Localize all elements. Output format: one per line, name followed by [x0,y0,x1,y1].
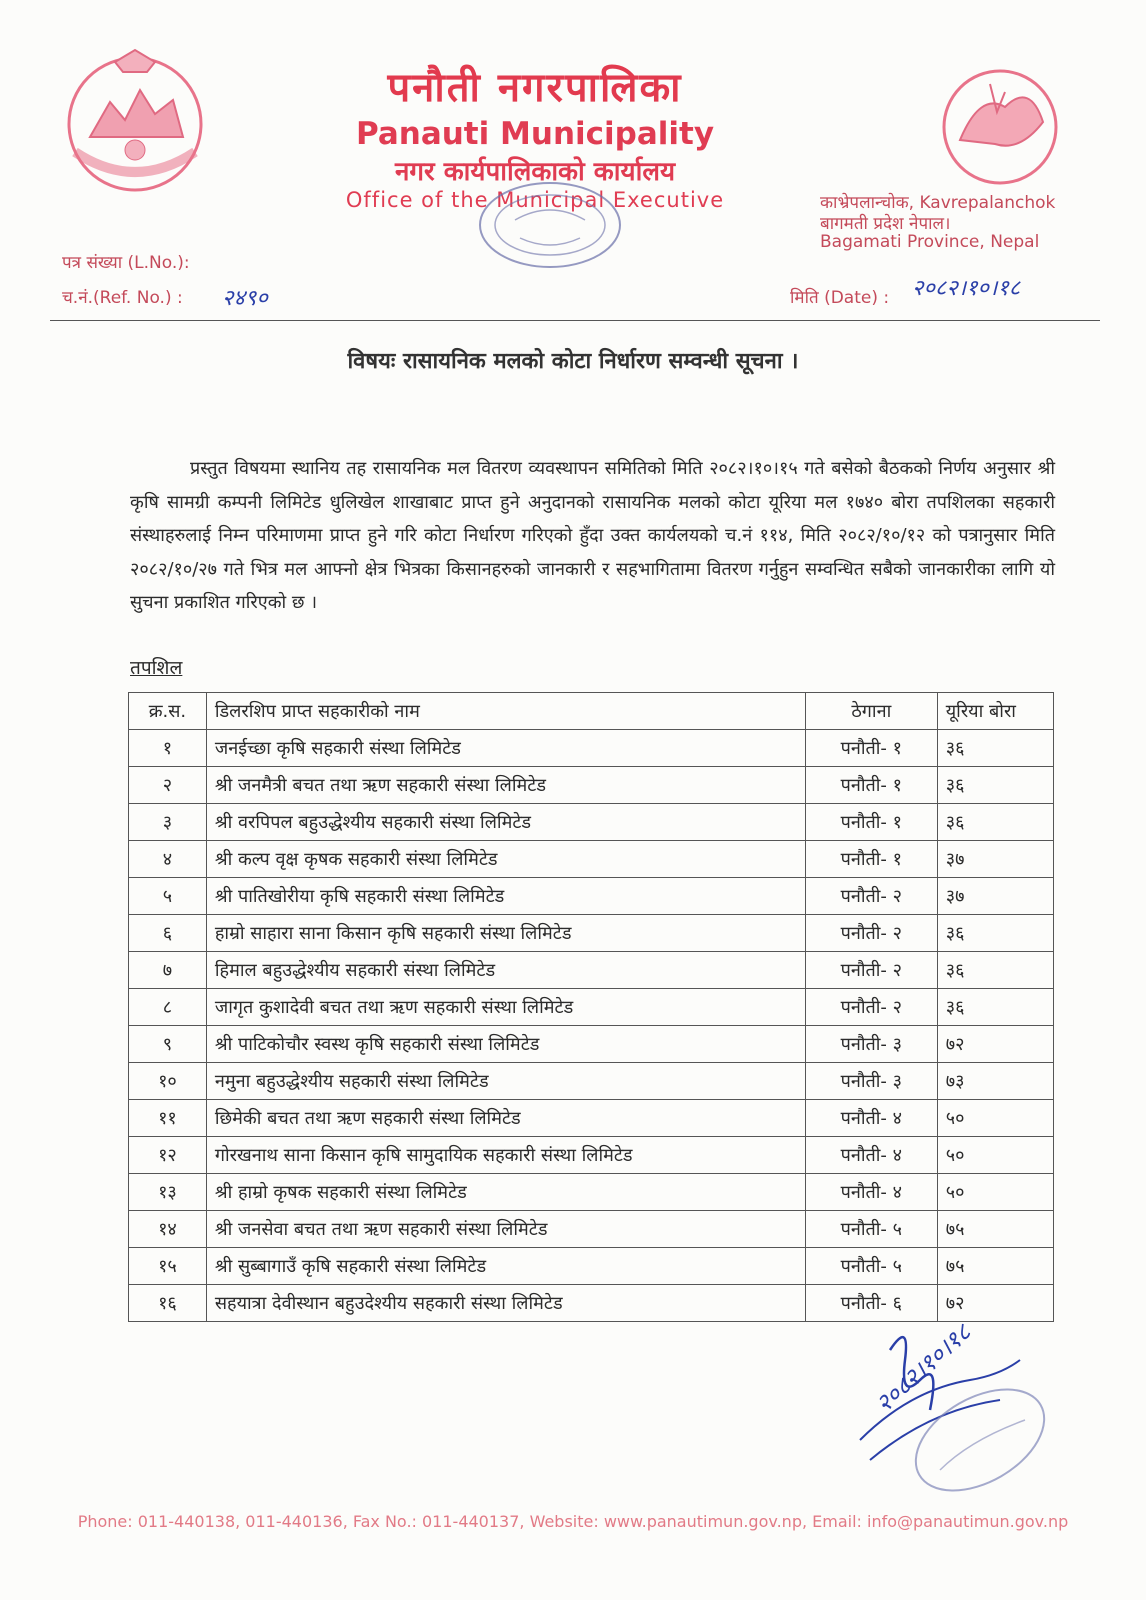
cell-cooperative-name: जनईच्छा कृषि सहकारी संस्था लिमिटेड [206,730,805,767]
address-line-2: बागमती प्रदेश नेपाल। [820,214,951,234]
cell-serial: ५ [129,878,207,915]
cell-urea-bags: ३७ [937,841,1053,878]
cell-urea-bags: ३६ [937,730,1053,767]
cell-address: पनौती- २ [805,989,937,1026]
cell-serial: १ [129,730,207,767]
cell-cooperative-name: श्री पाटिकोचौर स्वस्थ कृषि सहकारी संस्था लिमिटेड [206,1026,805,1063]
table-row [129,841,1054,878]
cell-cooperative-name: हाम्रो साहारा साना किसान कृषि सहकारी संस्था लिमिटेड [206,915,805,952]
office-stamp-icon [475,180,625,275]
signature-date: २०८२।१०।१८ [870,1318,977,1419]
cell-urea-bags: ३६ [937,952,1053,989]
cell-address: पनौती- ४ [805,1174,937,1211]
cell-serial: १४ [129,1211,207,1248]
cell-cooperative-name: श्री कल्प वृक्ष कृषक सहकारी संस्था लिमिटेड [206,841,805,878]
cell-address: पनौती- १ [805,730,937,767]
cell-urea-bags: ७२ [937,1026,1053,1063]
cell-address: पनौती- १ [805,841,937,878]
cell-cooperative-name: श्री हाम्रो कृषक सहकारी संस्था लिमिटेड [206,1174,805,1211]
cell-serial: १० [129,1063,207,1100]
cell-serial: १३ [129,1174,207,1211]
table-row [129,1174,1054,1211]
municipality-logo-icon [935,62,1065,192]
table-row [129,952,1054,989]
cell-address: पनौती- १ [805,804,937,841]
office-title-nepali: नगर कार्यपालिकाको कार्यालय [394,157,676,187]
cell-address: पनौती- २ [805,952,937,989]
office-title-english: Office of the Municipal Executive [345,188,725,212]
cell-address: पनौती- २ [805,915,937,952]
cell-urea-bags: ५० [937,1137,1053,1174]
cell-urea-bags: ३६ [937,767,1053,804]
address-line-1: काभ्रेपलान्चोक, Kavrepalanchok [820,193,1056,213]
cell-serial: ७ [129,952,207,989]
cell-serial: १६ [129,1285,207,1322]
cell-urea-bags: ३६ [937,989,1053,1026]
table-row [129,1100,1054,1137]
cell-cooperative-name: गोरखनाथ साना किसान कृषि सामुदायिक सहकारी संस्था लिमिटेड [206,1137,805,1174]
table-row [129,1285,1054,1322]
table-row [129,989,1054,1026]
cell-address: पनौती- ५ [805,1211,937,1248]
ref-no-label: च.नं.(Ref. No.) : [62,288,183,308]
table-row [129,730,1054,767]
cell-cooperative-name: श्री पातिखोरीया कृषि सहकारी संस्था लिमिटेड [206,878,805,915]
contact-footer: Phone: 011-440138, 011-440136, Fax No.: 011-440137, Website: www.panautimun.gov.np, Email: info@panautimun.gov.np [77,1512,1069,1531]
cell-address: पनौती- ६ [805,1285,937,1322]
cell-serial: १२ [129,1137,207,1174]
table-row [129,1211,1054,1248]
cell-cooperative-name: नमुना बहुउद्धेश्यीय सहकारी संस्था लिमिटेड [206,1063,805,1100]
cell-address: पनौती- ५ [805,1248,937,1285]
cell-serial: ८ [129,989,207,1026]
cell-urea-bags: ७३ [937,1063,1053,1100]
cell-serial: २ [129,767,207,804]
cell-serial: ६ [129,915,207,952]
cell-address: पनौती- १ [805,767,937,804]
cell-address: पनौती- ३ [805,1026,937,1063]
cell-serial: ४ [129,841,207,878]
cell-urea-bags: ७५ [937,1248,1053,1285]
cell-serial: ३ [129,804,207,841]
cell-cooperative-name: श्री सुब्बागाउँ कृषि सहकारी संस्था लिमिटेड [206,1248,805,1285]
table-row [129,878,1054,915]
municipality-title-english: Panauti Municipality [355,116,715,152]
cell-cooperative-name: हिमाल बहुउद्धेश्यीय सहकारी संस्था लिमिटेड [206,952,805,989]
annex-heading: तपशिल [130,657,183,679]
allocation-table [128,692,1054,1322]
cell-urea-bags: ३७ [937,878,1053,915]
table-row [129,767,1054,804]
table-row [129,1248,1054,1285]
cell-urea-bags: ५० [937,1100,1053,1137]
municipality-emblem-icon [55,42,215,202]
cell-serial: ११ [129,1100,207,1137]
cell-address: पनौती- ४ [805,1137,937,1174]
header-serial: क्र.स. [129,693,207,730]
cell-cooperative-name: श्री जनमैत्री बचत तथा ऋण सहकारी संस्था लिमिटेड [206,767,805,804]
cell-cooperative-name: छिमेकी बचत तथा ऋण सहकारी संस्था लिमिटेड [206,1100,805,1137]
municipality-title-nepali: पनौती नगरपालिका [387,65,683,111]
cell-urea-bags: ३६ [937,915,1053,952]
cell-urea-bags: ५० [937,1174,1053,1211]
notice-body: प्रस्तुत विषयमा स्थानिय तह रासायनिक मल वितरण व्यवस्थापन समितिको मिति २०८२।१०।१५ गते बसेको बैठकको निर्णय अनुसार श्री कृषि सामग्री कम्पनी लिमिटेड धुलिखेल शाखाबाट प्राप्त हुने अनुदानको रासायनिक मलको कोटा यूरिया मल १७४० बोरा तपशिलका सहकारी संस्थाहरुलाई निम्न परिमाणमा प्राप्त हुने गरि कोटा निर्धारण गरिएको हुँदा उक्त कार्यलयको च.नं ११४, मिति २०८२/१०/१२ को पत्रानुसार मिति २०८२/१०/२७ गते भित्र मल आफ्नो क्षेत्र भित्रका किसानहरुको जानकारी र सहभागितामा वितरण गर्नुहुन सम्वन्धित सबैको जानकारीका लागि यो सुचना प्रकाशित गरिएको छ । [130,458,1055,613]
table-row [129,1063,1054,1100]
header-divider [50,320,1100,321]
table-row [129,1026,1054,1063]
cell-urea-bags: ३६ [937,804,1053,841]
subject-line: विषयः रासायनिक मलको कोटा निर्धारण सम्वन्धी सूचना । [347,349,799,374]
cell-cooperative-name: जागृत कुशादेवी बचत तथा ऋण सहकारी संस्था लिमिटेड [206,989,805,1026]
cell-address: पनौती- २ [805,878,937,915]
cell-cooperative-name: सहयात्रा देवीस्थान बहुउदेश्यीय सहकारी संस्था लिमिटेड [206,1285,805,1322]
cell-urea-bags: ७५ [937,1211,1053,1248]
date-label: मिति (Date) : [790,288,890,308]
header-address: ठेगाना [805,693,937,730]
letter-no-label: पत्र संख्या (L.No.): [62,253,190,273]
cell-address: पनौती- ३ [805,1063,937,1100]
ref-no-value: २४९० [222,286,268,311]
cell-address: पनौती- ४ [805,1100,937,1137]
cell-serial: ९ [129,1026,207,1063]
address-line-3: Bagamati Province, Nepal [820,232,1040,252]
header-quantity: यूरिया बोरा [937,693,1053,730]
date-value: २०८२।१०।१८ [912,276,1021,301]
header-name: डिलरशिप प्राप्त सहकारीको नाम [206,693,805,730]
table-header-row [129,693,1054,730]
table-row [129,1137,1054,1174]
table-row [129,804,1054,841]
cell-urea-bags: ७२ [937,1285,1053,1322]
cell-cooperative-name: श्री जनसेवा बचत तथा ऋण सहकारी संस्था लिमिटेड [206,1211,805,1248]
cell-serial: १५ [129,1248,207,1285]
table-row [129,915,1054,952]
cell-cooperative-name: श्री वरपिपल बहुउद्धेश्यीय सहकारी संस्था लिमिटेड [206,804,805,841]
